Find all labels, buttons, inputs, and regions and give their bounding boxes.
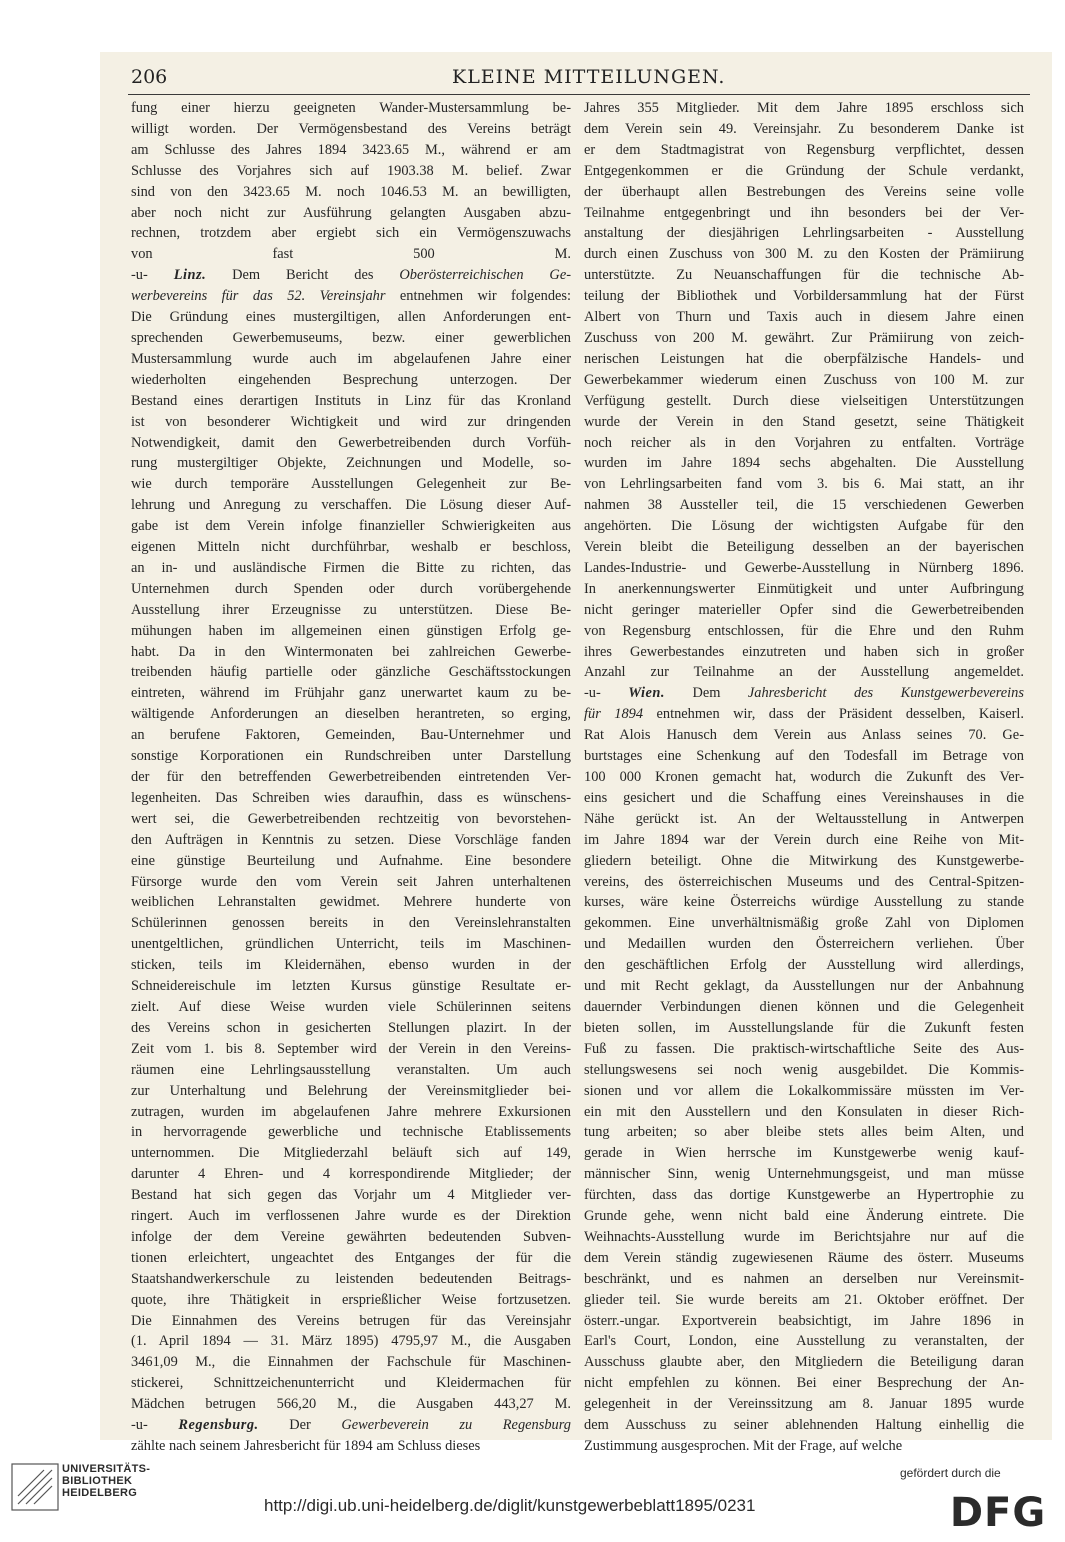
text-line (584, 913, 1024, 934)
text-line (131, 851, 571, 872)
text-segment: 3461,09 M., die Einnahmen der Fachschule für Maschinen- (131, 1354, 571, 1371)
text-segment: österr.-ungar. Exportverein beabsichtigt, im Jahre 1896 in (584, 1312, 1024, 1329)
text-line (584, 934, 1024, 955)
text-line (584, 161, 1024, 182)
text-line (584, 1331, 1024, 1352)
text-line (131, 203, 571, 224)
text-line (584, 621, 1024, 642)
text-segment: sonstige Korporationen ein Rundschreiben unter Darstellung (131, 748, 571, 765)
text-line (131, 433, 571, 454)
text-line (131, 872, 571, 893)
text-line (131, 809, 571, 830)
text-line (584, 412, 1024, 433)
page-number: 206 (131, 66, 168, 88)
text-segment: dem Verein sein 49. Vereinsjahr. Zu besonderem Danke ist (584, 120, 1024, 137)
text-segment: dem Verein ständig zugewiesenen Räume des österr. Museums (584, 1249, 1024, 1266)
text-segment: unentgeltlichen, gründlichen Unterricht, teils im Maschinen- (131, 936, 571, 953)
text-segment: Gewerbekammer wiederum einen Zuschuss von 100 M. zur (584, 371, 1024, 388)
text-segment: willigt worden. Der Vermögensbestand des Vereins beträgt (131, 120, 571, 137)
text-segment: gerade in Wien herrsche im Kunstgewerbe wenig kauf- (584, 1145, 1024, 1162)
text-segment: wurden im Jahre 1894 sechs abgehalten. Die Ausstellung (584, 455, 1024, 472)
library-line: UNIVERSITÄTS- (62, 1463, 151, 1475)
text-segment: Schneidereischule im letzten Kursus günstige Resultate er- (131, 978, 571, 995)
text-line (131, 244, 571, 265)
text-line (131, 391, 571, 412)
text-line (131, 830, 571, 851)
text-segment: eigenen Mitteln nicht durchführbar, weshalb er beschloss, (131, 539, 571, 556)
text-line (584, 328, 1024, 349)
text-line (584, 997, 1024, 1018)
text-line (584, 1373, 1024, 1394)
text-line (131, 1206, 571, 1227)
text-segment: in hervorragende gewerbliche und technische Etablissements (131, 1124, 571, 1141)
text-line (131, 286, 571, 307)
text-segment: vereins, des österreichischen Museums und des Central-Spitzen- (584, 873, 1024, 890)
text-line (131, 704, 571, 725)
text-line (131, 1311, 571, 1332)
text-line (584, 203, 1024, 224)
text-line (584, 286, 1024, 307)
text-line (131, 913, 571, 934)
text-line (584, 370, 1024, 391)
text-segment: dem Ausschuss zu seiner ablehnenden Haltung einhellig die (584, 1417, 1024, 1434)
text-segment: anstaltung der diesjährigen Lehrlingsarbeiten - Ausstellung (584, 225, 1024, 242)
text-segment: noch reicher als in den Vorjahren zu entfalten. Vorträge (584, 434, 1024, 451)
text-segment: -u- (131, 267, 174, 284)
text-segment: sionen und vor allem die Lokalkommissäre müssten im Ver- (584, 1082, 1024, 1099)
text-segment: durch einen Zuschuss von 300 M. zu den Kosten der Prämiirung (584, 246, 1024, 263)
text-segment: gliedern beteiligt. Ohne die Mitwirkung des Kunstgewerbe- (584, 852, 1024, 869)
text-segment: fürchten, dass das dortige Kunstgewerbe an Hypertrophie zu (584, 1187, 1024, 1204)
text-segment: gabe ist dem Verein infolge finanzieller Schwierigkeiten aus (131, 518, 571, 535)
text-segment: weiblichen Lehranstalten gewidmet. Mehrere hunderte von (131, 894, 571, 911)
text-line (131, 558, 571, 579)
text-segment: wältigende Anforderungen an dieselben herantreten, so erging, (131, 706, 571, 723)
text-line (584, 704, 1024, 725)
library-line: BIBLIOTHEK (62, 1475, 133, 1487)
text-line (584, 1227, 1024, 1248)
text-line (584, 1164, 1024, 1185)
text-segment: entnehmen wir folgendes: (385, 288, 571, 305)
text-line (131, 725, 571, 746)
text-line (131, 182, 571, 203)
text-segment: wie durch temporäre Ausstellungen Gelegenheit zur Be- (131, 476, 571, 493)
text-line (131, 600, 571, 621)
text-segment: lehrung und Anregung zu verschaffen. Die Lösung dieser Auf- (131, 497, 571, 514)
text-line (584, 1415, 1024, 1436)
text-line (584, 851, 1024, 872)
text-segment: wert sei, die Gewerbetreibenden rechtzeitig von bevorstehen- (131, 810, 571, 827)
text-line (131, 1164, 571, 1185)
text-segment: und Medaillen wurden den Österreichern verliehen. Über (584, 936, 1024, 953)
text-segment: beschränkt, und es nahmen an derselben nur Vereinsmit- (584, 1270, 1024, 1287)
section-heading: Wien. (628, 685, 665, 702)
text-segment: Unternehmen durch Spenden oder durch vorübergehende (131, 580, 571, 597)
text-segment: räumen eine Lehrlingsausstellung veranstalten. Um auch (131, 1061, 571, 1078)
text-segment: sprechenden Gewerbemuseums, bezw. einer gewerblichen (131, 329, 571, 346)
text-segment: wiederholten eingehenden Besprechung unterzogen. Der (131, 371, 571, 388)
text-line (584, 119, 1024, 140)
text-segment: Anzahl zur Teilnahme an der Ausstellung angemeldet. (584, 664, 1024, 681)
text-line (131, 1122, 571, 1143)
text-line (131, 934, 571, 955)
text-segment: Weihnachts-Ausstellung wurde im Berichtsjahre nur auf die (584, 1228, 1024, 1245)
text-segment: fung einer hierzu geeigneten Wander-Mustersammlung be- (131, 100, 571, 116)
text-segment: eintreten, während im Frühjahr ganz unerwartet kaum zu be- (131, 685, 571, 702)
text-segment: Verein bleibt die Beteiligung desselben an der bayerischen (584, 539, 1024, 556)
text-segment: gekommen. Eine unverhältnismäßig große Zahl von Diplomen (584, 915, 1024, 932)
text-line (584, 809, 1024, 830)
text-segment: nicht empfehlen zu können. Bei einer Besprechung der An- (584, 1375, 1024, 1392)
text-segment: ist von besonderer Wichtigkeit und wird zur dringenden (131, 413, 571, 430)
text-line (584, 662, 1024, 683)
text-segment: Staatshandwerkerschule zu leistenden bedeutenden Beitrags- (131, 1270, 571, 1287)
text-line (584, 579, 1024, 600)
text-line (131, 1436, 571, 1457)
text-line (131, 683, 571, 704)
text-segment: angehörten. Die Lösung der wichtigsten Aufgabe für den (584, 518, 1024, 535)
text-line (131, 98, 571, 119)
text-segment: am Schlusse des Jahres 1894 3423.65 M., während er am (131, 141, 571, 158)
text-line (131, 161, 571, 182)
text-segment: In anerkennungswerter Einmütigkeit und unter Aufbringung (584, 580, 1024, 597)
text-line (584, 976, 1024, 997)
text-line (584, 182, 1024, 203)
text-segment: den geschäftlichen Erfolg der Ausstellung wird allerdings, (584, 957, 1024, 974)
text-segment: Notwendigkeit, damit den Gewerbetreibenden durch Vorfüh- (131, 434, 571, 451)
section-heading: Linz. (173, 267, 207, 284)
text-segment: Jahres 355 Mitglieder. Mit dem Jahre 1895 erschloss sich (584, 100, 1024, 116)
text-line (584, 495, 1024, 516)
text-line (584, 600, 1024, 621)
text-line (131, 767, 571, 788)
text-line (131, 1394, 571, 1415)
text-segment: glieder teil. Sie wurde bereits am 21. Oktober eröffnet. Der (584, 1291, 1024, 1308)
text-segment: quote, ihre Thätigkeit in ersprießlicher Weise fortzusetzen. (131, 1291, 571, 1308)
text-line (131, 119, 571, 140)
text-segment: tung arbeiten; so aber bleibe stets alles beim Alten, und (584, 1124, 1024, 1141)
text-line (131, 1373, 571, 1394)
text-segment: Grunde gehe, wenn nicht bald eine Änderung eintrete. Die (584, 1208, 1024, 1225)
text-line (131, 1018, 571, 1039)
dfg-logo-text: DFG (949, 1490, 1047, 1532)
text-line (131, 412, 571, 433)
text-segment: dauernder Verbindungen dienen können und die Gelegenheit (584, 998, 1024, 1015)
text-line (131, 642, 571, 663)
text-segment: entnehmen wir, dass der Präsident desselben, Kaiserl. (643, 706, 1024, 723)
text-line (584, 1290, 1024, 1311)
text-segment: darunter 4 Ehren- und 4 korrespondirende Mitglieder; der (131, 1166, 571, 1183)
text-segment: Fuß zu fassen. Die praktisch-wirtschaftliche Seite des Aus- (584, 1040, 1024, 1057)
text-line (131, 662, 571, 683)
text-line (131, 1415, 571, 1436)
text-line (131, 307, 571, 328)
text-line (131, 788, 571, 809)
text-line (584, 1436, 1024, 1457)
text-line (584, 683, 1024, 704)
text-line (584, 1039, 1024, 1060)
text-segment: Verfügung gestellt. Durch diese vielseitigen Unterstützungen (584, 392, 1024, 409)
text-line (584, 1352, 1024, 1373)
text-line (131, 1331, 571, 1352)
text-segment: Bestand hat sich gegen das Vorjahr um 4 Mitglieder ver- (131, 1187, 571, 1204)
text-line (131, 579, 571, 600)
text-segment: Mädchen betrugen 566,20 M., die Ausgaben 443,27 M. (131, 1396, 571, 1413)
text-segment: von fast 500 M. (131, 246, 571, 263)
text-segment: den Aufträgen in Kenntnis zu setzen. Diese Vorschläge fanden (131, 831, 571, 848)
text-line (584, 788, 1024, 809)
text-line (131, 955, 571, 976)
text-line (584, 244, 1024, 265)
text-segment: rung mustergiltiger Objekte, Zeichnungen und Modelle, so- (131, 455, 571, 472)
text-line (131, 537, 571, 558)
text-line (584, 1081, 1024, 1102)
text-segment: bieten sollen, im Ausstellungslande für die Zukunft festen (584, 1019, 1024, 1036)
text-segment: -u- (131, 1417, 179, 1434)
text-line (131, 1039, 571, 1060)
text-segment: Ausstellung ihrer Erzeugnisse zu unterstützen. Diese Be- (131, 601, 571, 618)
text-segment: Zustimmung ausgesprochen. Mit der Frage, auf welche (584, 1438, 903, 1454)
text-segment: ihres Gewerbestandes einzutreten und haben sich in großer (584, 643, 1024, 660)
text-segment: stickerei, Schnittzeichenunterricht und Kleidermachen für (131, 1375, 571, 1392)
text-segment: sticken, teils im Kleidernähen, ebenso wurden in der (131, 957, 571, 974)
text-segment: (1. April 1894 — 31. März 1895) 4795,97 M., die Ausgaben (131, 1333, 571, 1350)
text-line (584, 537, 1024, 558)
text-segment: an berufene Faktoren, Gemeinden, Bau-Unternehmer und (131, 727, 571, 744)
text-segment: rechnen, trotzdem aber ergiebt sich ein Vermögenszuwachs (131, 225, 571, 242)
text-segment: treibenden häufig partielle oder gänzliche Geschäftsstockungen (131, 664, 571, 681)
text-line (131, 516, 571, 537)
text-column-left (131, 98, 571, 1457)
text-segment: teilung der Bibliothek und Vorbildersammlung hat der Fürst (584, 288, 1024, 305)
text-segment: Nähe gerückt ist. An der Weltausstellung in Antwerpen (584, 810, 1024, 827)
text-line (584, 1018, 1024, 1039)
text-segment: zählte nach seinem Jahresbericht für 1894 am Schluss dieses (131, 1438, 481, 1454)
text-line (584, 307, 1024, 328)
text-segment: unternommen. Die Mitgliederzahl beläuft sich auf 149, (131, 1145, 571, 1162)
text-segment: der für den betreffenden Gewerbetreibenden eintretenden Ver- (131, 769, 571, 785)
text-segment: im Jahre 1894 war der Verein durch eine Reihe von Mit- (584, 831, 1024, 848)
text-line (584, 872, 1024, 893)
text-line (584, 955, 1024, 976)
text-segment: burtstages eine Schenkung auf den Todesfall im Betrage von (584, 748, 1024, 765)
text-segment: 100 000 Kronen gemacht hat, wodurch die Zukunft des Ver- (584, 769, 1024, 785)
text-line (584, 140, 1024, 161)
text-line (131, 349, 571, 370)
text-line (584, 1248, 1024, 1269)
text-segment: unterstützte. Zu Neuanschaffungen für die technische Ab- (584, 267, 1024, 284)
text-segment: Schlusse des Vorjahres sich auf 1903.38 M. belief. Zwar (131, 162, 571, 179)
text-segment: kurses, wäre keine Österreichs würdige Ausstellung zu stande (584, 894, 1024, 911)
text-line (584, 98, 1024, 119)
text-segment: Zeit vom 1. bis 8. September wird der Verein in den Vereins- (131, 1040, 571, 1057)
text-line (131, 892, 571, 913)
text-line (584, 892, 1024, 913)
header-rule (128, 94, 1030, 95)
text-segment: Die Gründung eines mustergiltigen, allen Anforderungen ent- (131, 309, 571, 326)
text-segment: eins gesichert und die Schaffung eines Vereinshauses in die (584, 789, 1024, 806)
text-segment: -u- (584, 685, 629, 702)
italic-text: Gewerbeverein zu Regensburg (341, 1417, 571, 1434)
text-line (584, 746, 1024, 767)
text-line (584, 1060, 1024, 1081)
text-segment: Die Einnahmen des Vereins betrugen für das Vereinsjahr (131, 1312, 571, 1329)
text-segment: stellungswesens sei noch wenig ausgebildet. Die Kommis- (584, 1061, 1024, 1078)
text-segment: nerischen Leistungen hat die oberpfälzische Handels- und (584, 350, 1024, 367)
text-line (131, 997, 571, 1018)
text-segment: Schülerinnen genossen bereits in den Vereinslehranstalten (131, 915, 571, 932)
text-segment: er dem Stadtmagistrat von Regensburg verpflichtet, dessen (584, 141, 1024, 158)
text-segment: Bestand eines derartigen Instituts in Linz für das Kronland (131, 392, 571, 409)
text-line (131, 1352, 571, 1373)
text-segment: männischer Sinn, wenig Unternehmungsgeist, und man müsse (584, 1166, 1024, 1183)
text-line (584, 1206, 1024, 1227)
text-line (584, 1185, 1024, 1206)
text-line (584, 349, 1024, 370)
text-segment: Ausschuss glaubte aber, den Mitgliedern die Beteiligung daran (584, 1354, 1024, 1371)
text-line (131, 265, 571, 286)
text-line (584, 433, 1024, 454)
text-line (131, 370, 571, 391)
text-segment: aber noch nicht zur Ausführung gelangten Ausgaben abzu- (131, 204, 571, 221)
text-segment: zur Unterhaltung und Belehrung der Vereinsmitglieder bei- (131, 1082, 571, 1099)
text-line (584, 1122, 1024, 1143)
text-segment: von Regensburg entschlossen, für die Ehre und den Ruhm (584, 622, 1024, 639)
permalink-url[interactable]: http://digi.ub.uni-heidelberg.de/diglit/kunstgewerbeblatt1895/0231 (264, 1496, 756, 1515)
text-segment: von Lehrlingsarbeiten fand vom 3. bis 6. Mai statt, an ihr (584, 476, 1024, 493)
text-line (131, 621, 571, 642)
text-line (584, 830, 1024, 851)
text-line (131, 453, 571, 474)
text-line (584, 725, 1024, 746)
italic-text: werbevereins für das 52. Vereinsjahr (131, 288, 386, 305)
section-heading: Regensburg. (178, 1417, 259, 1434)
text-segment: Der (258, 1417, 342, 1434)
text-line (584, 767, 1024, 788)
text-segment: des Vereins schon in gesicherten Stellungen plazirt. In der (131, 1019, 571, 1036)
text-line (131, 1102, 571, 1123)
text-line (584, 642, 1024, 663)
text-line (584, 516, 1024, 537)
text-line (131, 1248, 571, 1269)
text-line (131, 1143, 571, 1164)
text-line (584, 1143, 1024, 1164)
text-segment: Teilnahme entgegenbringt und ihn besonders bei der Ver- (584, 204, 1024, 221)
library-name (62, 1463, 150, 1499)
text-line (131, 140, 571, 161)
text-segment: an in- und ausländische Firmen die Bitte zu richten, das (131, 559, 571, 576)
page-margin-left (0, 52, 100, 1440)
text-segment: habt. Da in den Wintermonaten bei zahlreichen Gewerbe- (131, 643, 571, 660)
text-line (584, 223, 1024, 244)
text-line (584, 265, 1024, 286)
running-title: KLEINE MITTEILUNGEN. (452, 66, 726, 88)
text-line (131, 223, 571, 244)
text-line (584, 1102, 1024, 1123)
text-segment: Rat Alois Hanusch dem Verein aus Anlass seines 70. Ge- (584, 727, 1024, 744)
text-line (584, 1394, 1024, 1415)
text-line (131, 1081, 571, 1102)
dfg-logo-icon[interactable] (948, 1486, 1048, 1532)
italic-text: für 1894 (584, 706, 644, 723)
text-line (131, 1290, 571, 1311)
text-line (131, 1060, 571, 1081)
text-line (584, 474, 1024, 495)
text-segment: Mustersammlung wurde auch im abgelaufenen Jahre einer (131, 350, 571, 367)
italic-text: Jahresbericht des Kunstgewerbevereins (747, 685, 1024, 702)
text-line (584, 391, 1024, 412)
text-segment: infolge der dem Vereine gewährten bedeutenden Subven- (131, 1228, 571, 1245)
text-segment: nicht geringer materieller Opfer sind die Gewerbetreibenden (584, 601, 1024, 618)
text-line (131, 976, 571, 997)
text-segment: Earl's Court, London, eine Ausstellung zu veranstalten, der (584, 1333, 1024, 1350)
text-line (131, 1227, 571, 1248)
text-segment: legenheiten. Das Schreiben wies daraufhin, dass es wünschens- (131, 789, 571, 806)
text-segment: eine günstige Beurteilung und Aufnahme. Eine besondere (131, 852, 571, 869)
text-segment: Fürsorge wurde den vom Verein seit Jahren unterhaltenen (131, 873, 571, 890)
text-line (584, 453, 1024, 474)
text-segment: mühungen haben im allgemeinen einen günstigen Erfolg ge- (131, 622, 571, 639)
text-line (131, 474, 571, 495)
text-segment: zutragen, wurden im abgelaufenen Jahre mehrere Exkursionen (131, 1103, 571, 1120)
funded-by-label: gefördert durch die (900, 1466, 1001, 1480)
library-line: HEIDELBERG (62, 1487, 138, 1499)
text-segment: tionen erleichtert, ungeachtet des Entganges der für die (131, 1249, 571, 1266)
text-column-right (584, 98, 1024, 1457)
text-segment: Landes-Industrie- und Gewerbe-Ausstellung in Nürnberg 1896. (584, 559, 1024, 576)
text-segment: sind von den 3423.65 M. noch 1046.53 M. an bewilligten, (131, 183, 571, 200)
text-segment: gelegenheit in der Vereinssitzung am 8. Januar 1895 wurde (584, 1396, 1024, 1413)
italic-text: Oberösterreichischen Ge- (399, 267, 571, 284)
text-segment: ringert. Auch im verflossenen Jahre wurde es der Direktion (131, 1208, 571, 1225)
text-line (131, 746, 571, 767)
text-line (584, 558, 1024, 579)
text-line (131, 1269, 571, 1290)
text-segment: Zuschuss von 200 M. gewährt. Zur Prämiirung von zeich- (584, 329, 1024, 346)
text-line (131, 495, 571, 516)
text-segment: nahmen 38 Aussteller teil, die 15 verschiedenen Gewerben (584, 497, 1024, 514)
text-segment: wurde der Verein in den Stand gesetzt, seine Thätigkeit (584, 413, 1024, 430)
text-line (131, 1185, 571, 1206)
text-segment: Dem (665, 685, 748, 702)
text-segment: ein mit den Ausstellern und den Konsulaten in dieser Rich- (584, 1103, 1024, 1120)
text-segment: Entgegenkommen er die Gründung der Schule verdankt, (584, 162, 1024, 179)
text-segment: und mit Recht geklagt, da Ausstellungen nur der Anbahnung (584, 978, 1024, 995)
text-segment: der überhaupt allen Bestrebungen des Vereins seine volle (584, 183, 1024, 200)
text-segment: zielt. Auf diese Weise wurden viele Schülerinnen seitens (131, 998, 571, 1015)
text-line (584, 1311, 1024, 1332)
text-line (131, 328, 571, 349)
text-line (584, 1269, 1024, 1290)
text-segment: Dem Bericht des (206, 267, 400, 284)
text-segment: Albert von Thurn und Taxis auch in diesem Jahre einen (584, 309, 1024, 326)
